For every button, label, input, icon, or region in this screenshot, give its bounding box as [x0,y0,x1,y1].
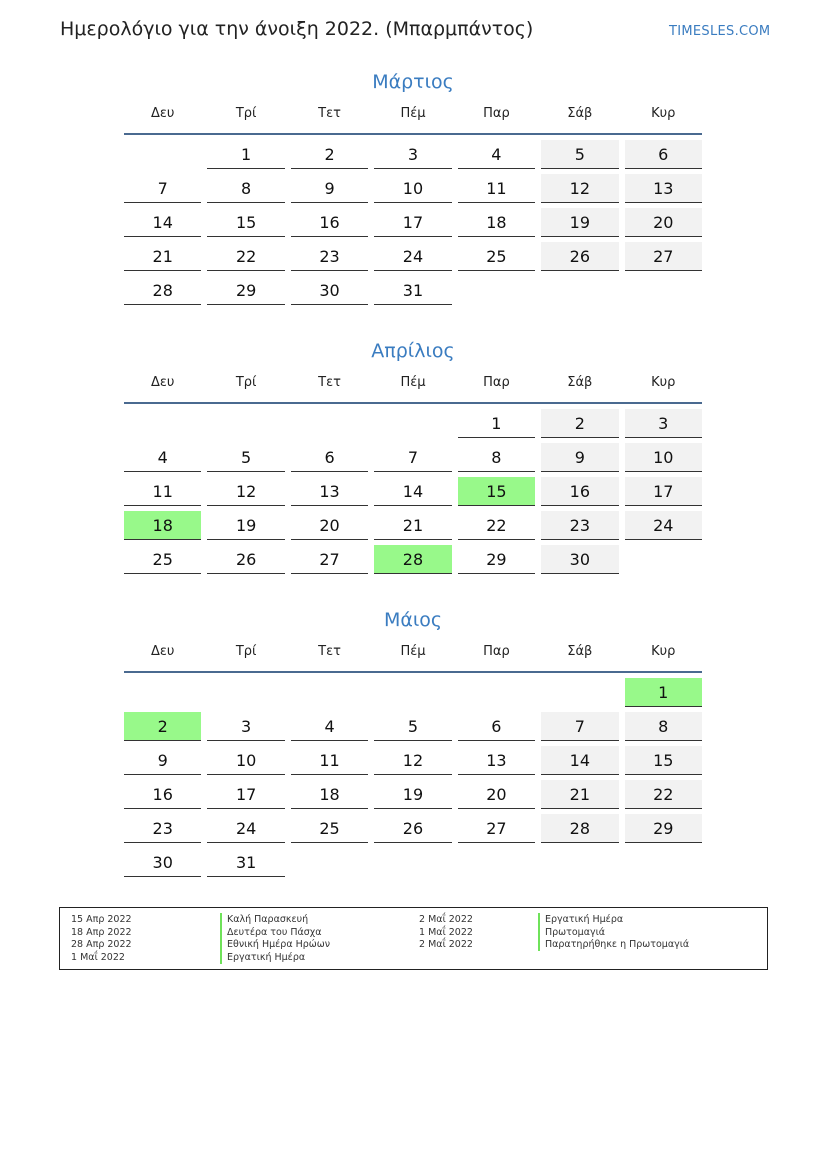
empty-cell [124,678,201,707]
day-cell[interactable]: 15 [625,746,702,775]
weekday-label: Τρί [235,106,257,121]
empty-cell [541,276,618,305]
day-cell[interactable]: 11 [291,746,368,775]
day-cell[interactable]: 23 [124,814,201,843]
day-cell[interactable]: 10 [374,174,451,203]
day-cell[interactable]: 12 [541,174,618,203]
day-cell[interactable]: 15 [458,477,535,506]
day-cell[interactable]: 22 [207,242,284,271]
month-block [124,606,702,882]
empty-cell [625,848,702,877]
day-cell[interactable]: 7 [374,443,451,472]
day-cell[interactable]: 8 [207,174,284,203]
header-divider [124,671,702,673]
legend-holiday-name: Δευτέρα του Πάσχα [220,926,322,939]
weekday-label: Τρί [235,644,257,659]
week-row [124,140,702,169]
week-row [124,242,702,271]
header-divider [124,402,702,404]
legend-date: 28 Απρ 2022 [71,939,132,951]
day-cell[interactable]: 4 [291,712,368,741]
day-cell[interactable]: 23 [541,511,618,540]
day-cell[interactable]: 21 [541,780,618,809]
week-row [124,746,702,775]
day-cell[interactable]: 13 [291,477,368,506]
day-cell[interactable]: 15 [207,208,284,237]
day-cell[interactable]: 19 [207,511,284,540]
day-cell[interactable]: 4 [458,140,535,169]
legend-date: 1 Μαΐ 2022 [419,926,473,938]
day-cell[interactable]: 10 [207,746,284,775]
day-cell[interactable]: 29 [625,814,702,843]
day-cell[interactable]: 5 [541,140,618,169]
month-name: Απρίλιος [371,340,455,362]
day-cell[interactable]: 22 [458,511,535,540]
legend-date: 1 Μαΐ 2022 [71,952,125,964]
empty-cell [541,848,618,877]
weekday-label: Σάβ [567,644,593,659]
day-cell[interactable]: 28 [541,814,618,843]
day-cell[interactable]: 8 [625,712,702,741]
day-cell[interactable]: 17 [207,780,284,809]
day-cell[interactable]: 27 [458,814,535,843]
day-cell[interactable]: 7 [124,174,201,203]
day-cell[interactable]: 1 [207,140,284,169]
day-cell[interactable]: 6 [458,712,535,741]
day-cell[interactable]: 28 [374,545,451,574]
empty-cell [291,409,368,438]
weekday-label: Δευ [150,644,175,659]
weekday-label: Σάβ [567,375,593,390]
empty-cell [541,678,618,707]
day-cell[interactable]: 31 [374,276,451,305]
day-cell[interactable]: 16 [541,477,618,506]
week-row [124,174,702,203]
weekday-label: Παρ [483,375,510,390]
weekday-label: Πέμ [400,106,426,121]
empty-cell [625,276,702,305]
empty-cell [124,409,201,438]
empty-cell [124,140,201,169]
day-cell[interactable]: 9 [541,443,618,472]
day-cell[interactable]: 2 [291,140,368,169]
day-cell[interactable]: 24 [207,814,284,843]
day-cell[interactable]: 13 [458,746,535,775]
day-cell[interactable]: 12 [207,477,284,506]
day-cell[interactable]: 4 [124,443,201,472]
day-cell[interactable]: 2 [541,409,618,438]
day-cell[interactable]: 19 [541,208,618,237]
week-row [124,780,702,809]
day-cell[interactable]: 17 [374,208,451,237]
day-cell[interactable]: 30 [124,848,201,877]
empty-cell [374,409,451,438]
day-cell[interactable]: 24 [625,511,702,540]
empty-cell [291,848,368,877]
day-cell[interactable]: 16 [124,780,201,809]
week-row [124,545,702,574]
day-cell[interactable]: 30 [541,545,618,574]
legend-date: 18 Απρ 2022 [71,926,132,938]
day-cell[interactable]: 3 [625,409,702,438]
month-block [124,337,702,579]
day-cell[interactable]: 6 [291,443,368,472]
day-cell[interactable]: 23 [291,242,368,271]
day-cell[interactable]: 14 [541,746,618,775]
weekday-label: Δευ [150,106,175,121]
week-row [124,477,702,506]
empty-cell [291,678,368,707]
week-row [124,511,702,540]
day-cell[interactable]: 14 [374,477,451,506]
page-title: Ημερολόγιο για την άνοιξη 2022. (Μπαρμπάντος) [60,18,534,40]
day-cell[interactable]: 26 [374,814,451,843]
empty-cell [207,678,284,707]
weekday-label: Σάβ [567,106,593,121]
day-cell[interactable]: 18 [124,511,201,540]
day-cell[interactable]: 25 [124,545,201,574]
empty-cell [207,409,284,438]
day-cell[interactable]: 30 [291,276,368,305]
day-cell[interactable]: 19 [374,780,451,809]
week-row [124,814,702,843]
legend-row [60,926,767,939]
day-cell[interactable]: 5 [207,443,284,472]
legend-holiday-name: Εργατική Ημέρα [220,951,305,964]
day-cell[interactable]: 20 [291,511,368,540]
day-cell[interactable]: 18 [458,208,535,237]
weekday-label: Κυρ [651,375,676,390]
weekday-label: Κυρ [651,644,676,659]
month-name: Μάρτιος [372,71,454,93]
day-cell[interactable]: 20 [458,780,535,809]
empty-cell [458,848,535,877]
week-row [124,848,702,877]
day-cell[interactable]: 20 [625,208,702,237]
day-cell[interactable]: 11 [458,174,535,203]
month-block [124,68,702,310]
brand-link[interactable]: TIMESLES.COM [669,24,771,39]
empty-cell [374,848,451,877]
day-cell[interactable]: 2 [124,712,201,741]
weekday-label: Παρ [483,644,510,659]
day-cell[interactable]: 5 [374,712,451,741]
empty-cell [458,276,535,305]
legend-date: 2 Μαΐ 2022 [419,939,473,951]
day-cell[interactable]: 13 [625,174,702,203]
weekday-label: Τρί [235,375,257,390]
legend-row [60,938,767,951]
legend-holiday-name: Καλή Παρασκευή [220,913,308,926]
weekday-header [124,104,702,124]
day-cell[interactable]: 17 [625,477,702,506]
day-cell[interactable]: 21 [124,242,201,271]
day-cell[interactable]: 27 [291,545,368,574]
day-cell[interactable]: 7 [541,712,618,741]
legend-holiday-name: Εργατική Ημέρα [538,913,623,926]
legend-date: 2 Μαΐ 2022 [419,914,473,925]
month-name: Μάιος [383,609,443,631]
empty-cell [374,678,451,707]
day-cell[interactable]: 16 [291,208,368,237]
week-row [124,678,702,707]
day-cell[interactable]: 25 [291,814,368,843]
day-cell[interactable]: 24 [374,242,451,271]
day-cell[interactable]: 26 [541,242,618,271]
weekday-label: Πέμ [400,644,426,659]
day-cell[interactable]: 1 [625,678,702,707]
day-cell[interactable]: 12 [374,746,451,775]
day-cell[interactable]: 21 [374,511,451,540]
day-cell[interactable]: 10 [625,443,702,472]
week-row [124,409,702,438]
day-cell[interactable]: 18 [291,780,368,809]
day-cell[interactable]: 9 [291,174,368,203]
legend-holiday-name: Παρατηρήθηκε η Πρωτομαγιά [538,938,689,951]
day-cell[interactable]: 11 [124,477,201,506]
day-cell[interactable]: 3 [207,712,284,741]
week-row [124,712,702,741]
day-cell[interactable]: 29 [207,276,284,305]
header-divider [124,133,702,135]
legend-holiday-name: Εθνική Ημέρα Ηρώων [220,938,330,951]
day-cell[interactable]: 1 [458,409,535,438]
day-cell[interactable]: 6 [625,140,702,169]
day-cell[interactable]: 25 [458,242,535,271]
week-row [124,208,702,237]
weekday-label: Δευ [150,375,175,390]
weekday-label: Παρ [483,106,510,121]
day-cell[interactable]: 28 [124,276,201,305]
holiday-legend [59,907,768,970]
weekday-header [124,642,702,662]
day-cell[interactable]: 9 [124,746,201,775]
weekday-header [124,373,702,393]
empty-cell [625,545,702,574]
weekday-label: Τετ [318,375,341,390]
day-cell[interactable]: 22 [625,780,702,809]
legend-row [60,913,767,926]
weekday-label: Κυρ [651,106,676,121]
weekday-label: Πέμ [400,375,426,390]
legend-row [60,951,767,964]
legend-holiday-name: Πρωτομαγιά [538,926,605,939]
day-cell[interactable]: 27 [625,242,702,271]
day-cell[interactable]: 14 [124,208,201,237]
day-cell[interactable]: 31 [207,848,284,877]
weekday-label: Τετ [318,644,341,659]
day-cell[interactable]: 3 [374,140,451,169]
week-row [124,443,702,472]
empty-cell [458,678,535,707]
week-row [124,276,702,305]
day-cell[interactable]: 8 [458,443,535,472]
day-cell[interactable]: 29 [458,545,535,574]
weekday-label: Τετ [318,106,341,121]
day-cell[interactable]: 26 [207,545,284,574]
legend-date: 15 Απρ 2022 [71,914,132,925]
